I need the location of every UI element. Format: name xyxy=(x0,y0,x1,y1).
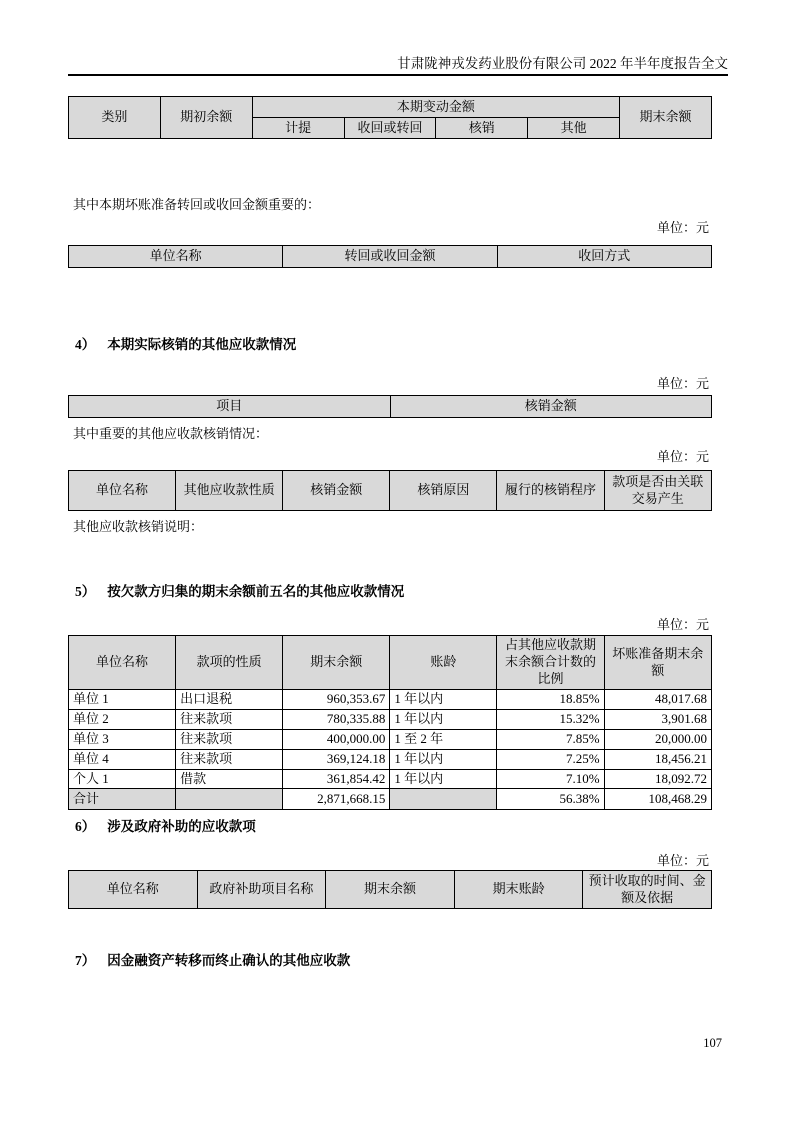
unit-label: 单位：元 xyxy=(656,853,709,868)
cell-balance: 780,335.88 xyxy=(283,709,390,729)
important-writeoff-table xyxy=(68,470,712,511)
heading-text: 按欠款方归集的期末余额前五名的其他应收款情况 xyxy=(107,584,405,599)
cell-aging: 1 年以内 xyxy=(390,749,497,769)
heading-number: 7） xyxy=(75,953,96,968)
cell-entity: 单位 3 xyxy=(69,729,176,749)
th-entity-name: 单位名称 xyxy=(69,636,176,690)
cell-ratio: 7.85% xyxy=(497,729,604,749)
table-row xyxy=(69,729,712,749)
th-ending-aging: 期末账龄 xyxy=(454,871,583,909)
th-ending-balance: 期末余额 xyxy=(620,97,712,139)
th-recovered-reversed: 收回或转回 xyxy=(344,118,436,139)
th-writeoff-procedure: 履行的核销程序 xyxy=(497,471,604,511)
heading-text: 涉及政府补助的应收款项 xyxy=(107,819,256,834)
page-number: 107 xyxy=(703,1036,722,1050)
th-aging: 账龄 xyxy=(390,636,497,690)
cell-bad-debt: 48,017.68 xyxy=(604,690,711,710)
cell-total-ratio: 56.38% xyxy=(497,789,604,810)
th-writeoff-reason: 核销原因 xyxy=(390,471,497,511)
th-item: 项目 xyxy=(69,396,391,418)
th-recovery-amount: 转回或收回金额 xyxy=(283,246,497,268)
para-important-writeoff: 其中重要的其他应收款核销情况： xyxy=(73,426,269,441)
heading-number: 6） xyxy=(75,819,96,834)
writeoff-table xyxy=(68,395,712,418)
gov-subsidy-table xyxy=(68,870,712,909)
th-current-change-group: 本期变动金额 xyxy=(252,97,619,118)
th-accrual: 计提 xyxy=(252,118,344,139)
unit-label: 单位：元 xyxy=(656,376,709,391)
th-beginning-balance: 期初余额 xyxy=(160,97,252,139)
th-entity-name: 单位名称 xyxy=(69,471,176,511)
th-other: 其他 xyxy=(528,118,620,139)
cell-aging: 1 年以内 xyxy=(390,709,497,729)
cell-bad-debt: 18,456.21 xyxy=(604,749,711,769)
heading-section-4 xyxy=(75,336,296,353)
table-row xyxy=(69,749,712,769)
unit-label: 单位：元 xyxy=(656,220,709,235)
cell-total-label: 合计 xyxy=(69,789,176,810)
th-category: 类别 xyxy=(69,97,161,139)
th-ratio: 占其他应收款期末余额合计数的比例 xyxy=(497,636,604,690)
table-row xyxy=(69,709,712,729)
allowance-change-table xyxy=(68,96,712,139)
cell-bad-debt: 18,092.72 xyxy=(604,769,711,789)
th-written-off: 核销 xyxy=(436,118,528,139)
header-rule xyxy=(68,74,728,76)
cell-balance: 400,000.00 xyxy=(283,729,390,749)
cell-ratio: 18.85% xyxy=(497,690,604,710)
heading-text: 因金融资产转移而终止确认的其他应收款 xyxy=(107,953,351,968)
th-entity-name: 单位名称 xyxy=(69,246,283,268)
heading-section-6 xyxy=(75,818,256,835)
cell-empty xyxy=(390,789,497,810)
th-writeoff-amount: 核销金额 xyxy=(283,471,390,511)
heading-text: 本期实际核销的其他应收款情况 xyxy=(107,337,297,352)
cell-total-balance: 2,871,668.15 xyxy=(283,789,390,810)
cell-empty xyxy=(176,789,283,810)
th-ending-balance: 期末余额 xyxy=(283,636,390,690)
cell-entity: 个人 1 xyxy=(69,769,176,789)
heading-number: 4） xyxy=(75,337,96,352)
cell-entity: 单位 1 xyxy=(69,690,176,710)
th-entity-name: 单位名称 xyxy=(69,871,198,909)
cell-bad-debt: 3,901.68 xyxy=(604,709,711,729)
th-receivable-nature: 其他应收款性质 xyxy=(176,471,283,511)
cell-nature: 借款 xyxy=(176,769,283,789)
th-expected-collection: 预计收取的时间、金额及依据 xyxy=(583,871,712,909)
cell-ratio: 7.10% xyxy=(497,769,604,789)
header-title: 甘肃陇神戎发药业股份有限公司 2022 年半年度报告全文 xyxy=(397,56,728,71)
heading-section-7 xyxy=(75,952,350,969)
cell-entity: 单位 4 xyxy=(69,749,176,769)
cell-ratio: 15.32% xyxy=(497,709,604,729)
para-writeoff-note: 其他应收款核销说明： xyxy=(73,519,204,534)
cell-aging: 1 年以内 xyxy=(390,769,497,789)
heading-section-5 xyxy=(75,583,404,600)
cell-balance: 960,353.67 xyxy=(283,690,390,710)
cell-aging: 1 至 2 年 xyxy=(390,729,497,749)
cell-aging: 1 年以内 xyxy=(390,690,497,710)
unit-label: 单位：元 xyxy=(656,449,709,464)
cell-ratio: 7.25% xyxy=(497,749,604,769)
cell-nature: 往来款项 xyxy=(176,749,283,769)
table-row xyxy=(69,769,712,789)
cell-balance: 369,124.18 xyxy=(283,749,390,769)
heading-number: 5） xyxy=(75,584,96,599)
cell-balance: 361,854.42 xyxy=(283,769,390,789)
cell-entity: 单位 2 xyxy=(69,709,176,729)
para-important-recovery: 其中本期坏账准备转回或收回金额重要的： xyxy=(73,197,321,212)
top5-receivables-table xyxy=(68,635,712,810)
th-subsidy-project: 政府补助项目名称 xyxy=(197,871,326,909)
table-row xyxy=(69,690,712,710)
cell-nature: 往来款项 xyxy=(176,709,283,729)
th-nature: 款项的性质 xyxy=(176,636,283,690)
cell-bad-debt: 20,000.00 xyxy=(604,729,711,749)
th-writeoff-amount: 核销金额 xyxy=(390,396,712,418)
th-recovery-method: 收回方式 xyxy=(497,246,711,268)
th-bad-debt-ending: 坏账准备期末余额 xyxy=(604,636,711,690)
total-row xyxy=(69,789,712,810)
cell-nature: 往来款项 xyxy=(176,729,283,749)
unit-label: 单位：元 xyxy=(656,617,709,632)
th-related-party: 款项是否由关联交易产生 xyxy=(604,471,711,511)
cell-total-bad-debt: 108,468.29 xyxy=(604,789,711,810)
th-ending-balance: 期末余额 xyxy=(326,871,455,909)
recovery-table xyxy=(68,245,712,268)
cell-nature: 出口退税 xyxy=(176,690,283,710)
